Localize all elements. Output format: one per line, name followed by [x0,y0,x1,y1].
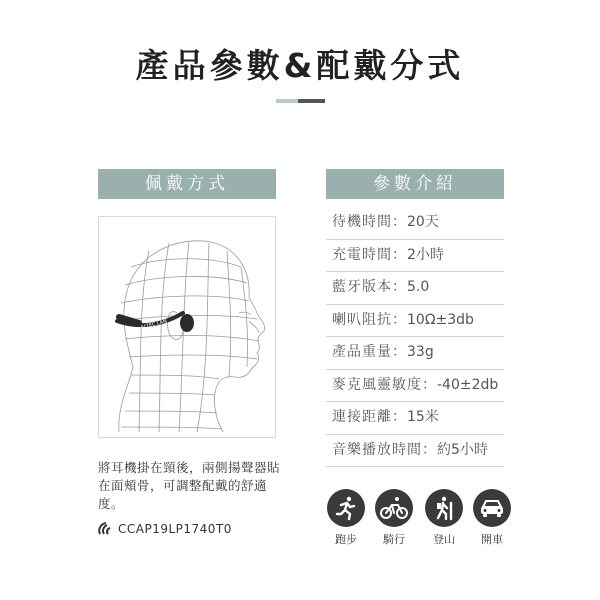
title-underline [276,99,325,103]
param-row: 音樂播放時間：約5小時 [326,435,504,468]
wearing-illustration [98,216,276,438]
activity-label: 騎行 [383,533,405,546]
activity-running [326,489,366,547]
ncc-logo-icon [98,522,114,536]
car-icon [478,496,506,520]
param-row: 喇叭阻抗：10Ω±3db [326,305,504,338]
activity-icons [326,489,516,549]
activity-label: 登山 [433,533,455,546]
parameters-list [326,207,504,467]
param-row: 充電時間：2小時 [326,240,504,273]
param-row: 待機時間：20天 [326,207,504,240]
param-row: 連接距離：15米 [326,402,504,435]
activity-driving [472,489,512,547]
hiking-icon [431,495,457,521]
param-row: 藍牙版本：5.0 [326,272,504,305]
certification-code: CCAP19LP1740T0 [118,522,232,536]
certification [98,520,232,538]
earphone-brand: ALTEC LAN [140,318,168,331]
parameters-header: 參數介紹 [326,169,504,199]
param-row: 產品重量：33g [326,337,504,370]
param-row: 麥克風靈敏度：-40±2db [326,370,504,403]
cycling-icon [380,495,408,521]
activity-hiking [424,489,464,547]
wearing-method-header: 佩戴方式 [98,169,276,199]
activity-cycling [374,489,414,547]
activity-label: 跑步 [335,533,357,546]
running-icon [333,495,359,521]
activity-label: 開車 [481,533,503,546]
wearing-description: 將耳機掛在頸後，兩側揚聲器貼在面頰骨，可調整配戴的舒適度。 [98,460,281,511]
page-title: 產品參數&配戴分式 [135,46,465,85]
